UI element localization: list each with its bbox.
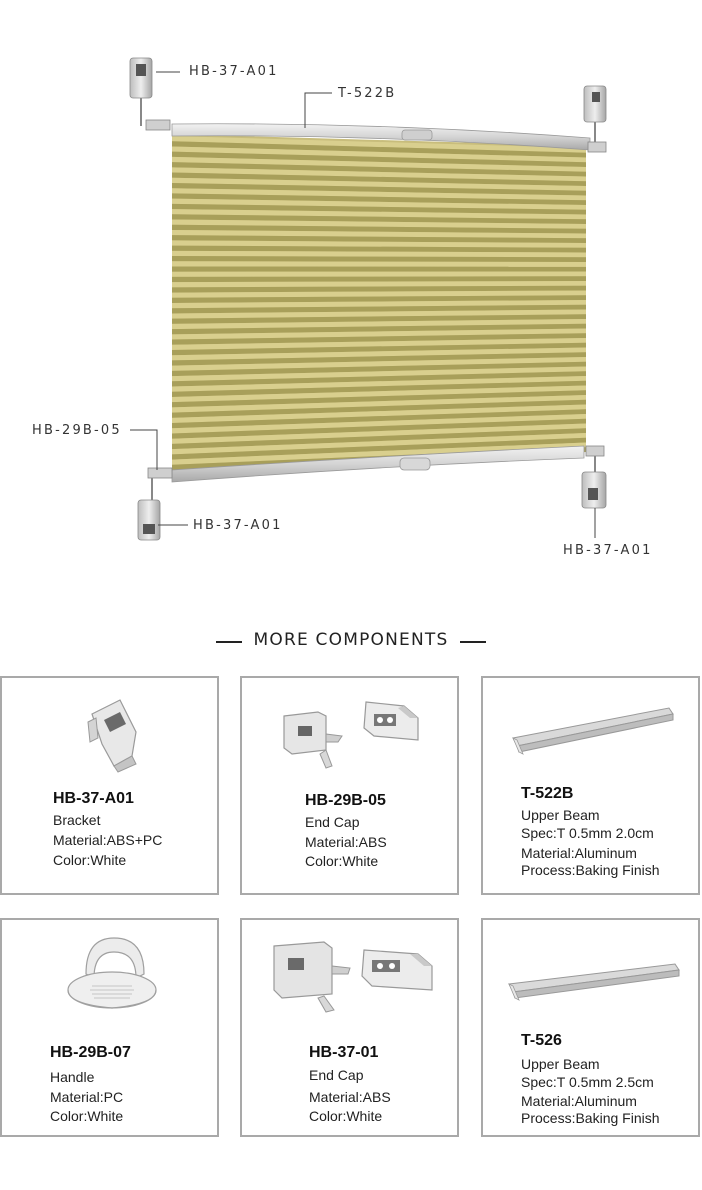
component-code: T-526	[521, 1032, 562, 1049]
component-line: Color:White	[53, 852, 127, 868]
callout-top-beam: T-522B	[338, 86, 397, 101]
component-card-hb-37-a01	[0, 676, 219, 895]
beam-icon	[509, 702, 679, 762]
end-cap-icon	[268, 938, 438, 1018]
component-card-t-526	[481, 918, 700, 1137]
component-line: Process:Baking Finish	[521, 862, 660, 878]
pleated-fabric	[172, 134, 586, 470]
component-card-t-522b	[481, 676, 700, 895]
callout-bottom-left-cap: HB-29B-05	[32, 423, 122, 438]
component-line: Handle	[50, 1069, 95, 1085]
top-rail-clip	[402, 130, 432, 140]
component-line: Upper Beam	[521, 1056, 600, 1072]
component-line: Color:White	[309, 1108, 383, 1124]
component-line: Material:PC	[50, 1089, 124, 1105]
callout-bottom-left-bracket: HB-37-A01	[193, 518, 283, 533]
beam-icon	[505, 960, 685, 1010]
component-code: HB-29B-05	[305, 792, 386, 809]
component-card-hb-29b-07	[0, 918, 219, 1137]
more-components-heading	[0, 628, 702, 656]
bracket-icon	[74, 694, 154, 774]
bracket-top-left	[130, 58, 170, 130]
component-line: Spec:T 0.5mm 2.5cm	[521, 1074, 654, 1090]
component-line: End Cap	[305, 814, 360, 830]
end-cap-icon	[278, 692, 428, 772]
component-line: Material:ABS+PC	[53, 832, 163, 848]
callout-bottom-right-bracket: HB-37-A01	[563, 543, 653, 558]
bottom-handle	[400, 458, 430, 470]
callout-top-left-bracket: HB-37-A01	[189, 64, 279, 79]
component-line: Material:ABS	[305, 834, 387, 850]
component-line: Upper Beam	[521, 807, 600, 823]
heading-rule-right	[460, 641, 486, 643]
component-line: End Cap	[309, 1067, 364, 1083]
component-line: Material:ABS	[309, 1089, 391, 1105]
component-line: Color:White	[50, 1108, 124, 1124]
component-line: Material:Aluminum	[521, 1093, 637, 1109]
component-code: T-522B	[521, 785, 574, 802]
bracket-bottom-left	[138, 468, 172, 540]
section-title: MORE COMPONENTS	[253, 630, 449, 650]
bracket-bottom-right	[582, 446, 606, 508]
component-line: Material:Aluminum	[521, 845, 637, 861]
component-code: HB-29B-07	[50, 1044, 131, 1061]
component-card-hb-37-01	[240, 918, 459, 1137]
component-card-hb-29b-05	[240, 676, 459, 895]
component-line: Spec:T 0.5mm 2.0cm	[521, 825, 654, 841]
component-code: HB-37-01	[309, 1044, 379, 1061]
component-line: Bracket	[53, 812, 101, 828]
component-code: HB-37-A01	[53, 790, 134, 807]
component-line: Color:White	[305, 853, 379, 869]
component-line: Process:Baking Finish	[521, 1110, 660, 1126]
handle-icon	[64, 934, 164, 1014]
